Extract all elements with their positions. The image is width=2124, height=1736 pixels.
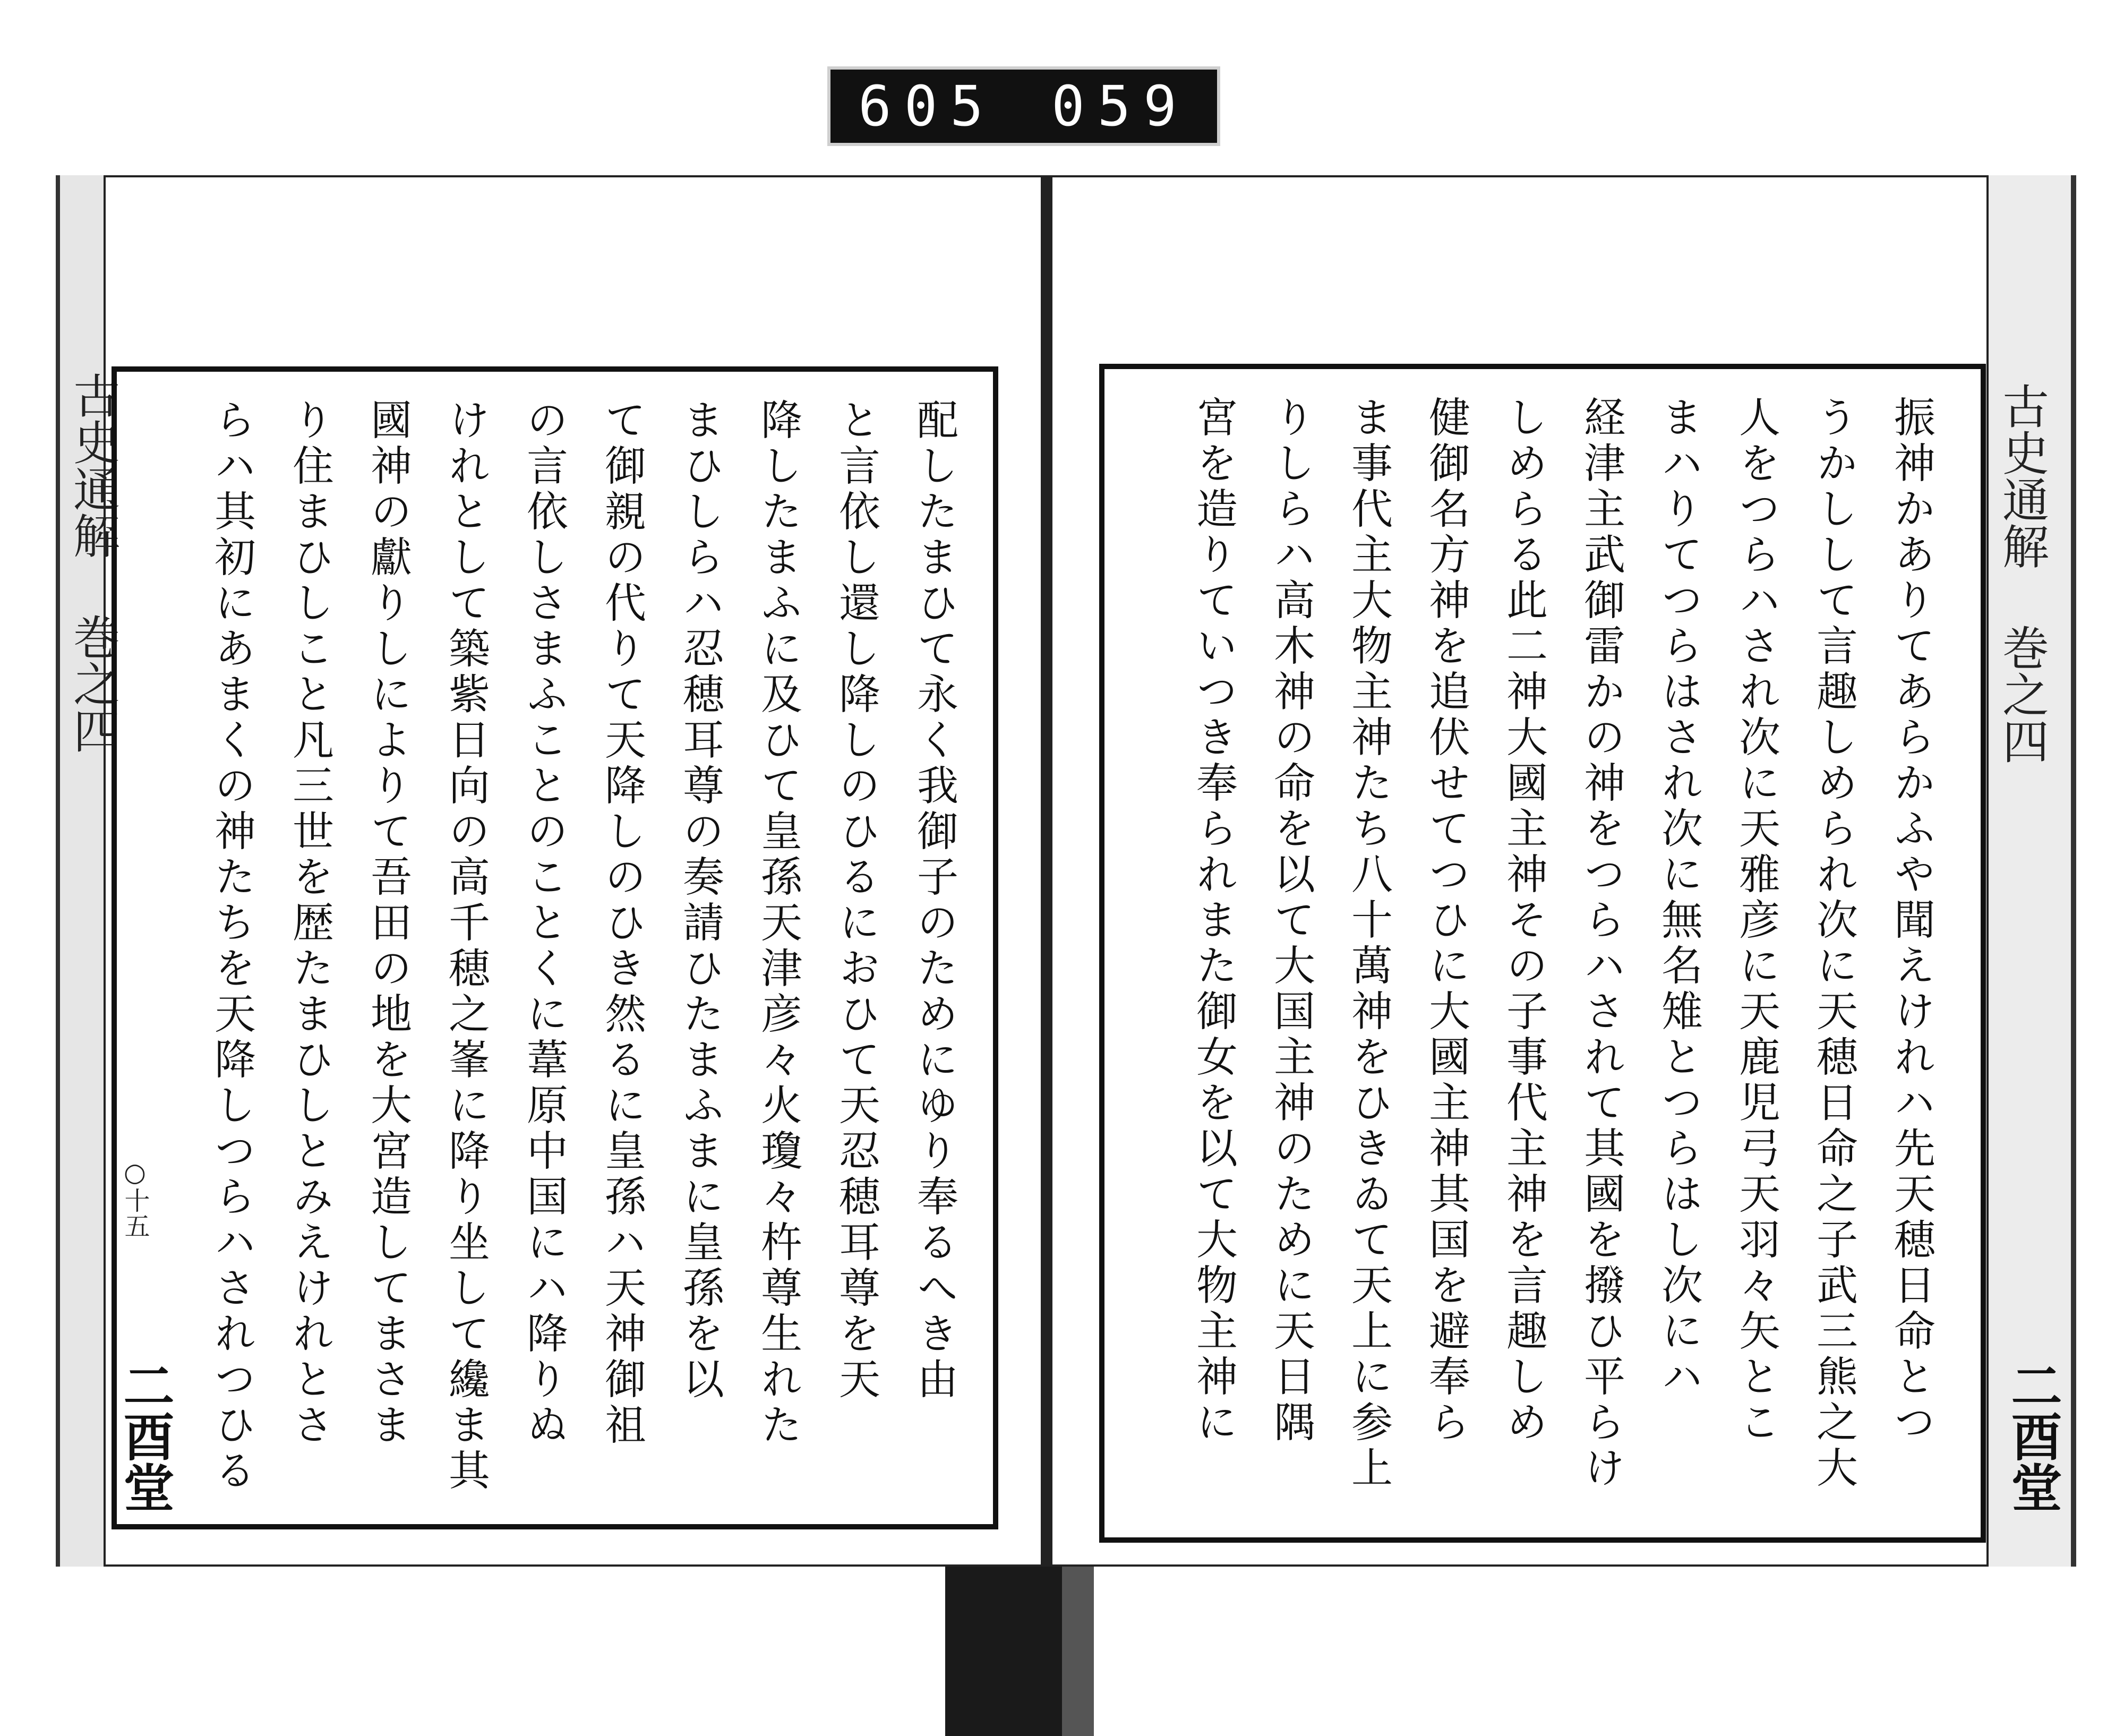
text-column: 経津主武御雷かの神をつらハされて其國を撥ひ平らけ bbox=[1577, 396, 1625, 1492]
left-folio: ○十五 bbox=[120, 1158, 150, 1238]
reel-number: 605 bbox=[858, 74, 996, 139]
text-column: ま事代主大物主神たち八十萬神をひきゐて天上に参上 bbox=[1344, 396, 1392, 1492]
text-column: て御親の代りて天降しのひき然るに皇孫ハ天神御祖 bbox=[598, 398, 646, 1449]
binding-strap-shadow bbox=[1062, 1567, 1094, 1736]
text-column: りしらハ高木神の命を以て大国主神のために天日隅 bbox=[1267, 396, 1315, 1446]
text-column: まひしらハ忍穂耳尊の奏請ひたまふまに皇孫を以 bbox=[676, 398, 724, 1403]
left-margin-title: 古史通解 巻之四 bbox=[66, 372, 121, 754]
text-column: 降したまふに及ひて皇孫天津彦々火瓊々杵尊生れた bbox=[754, 398, 802, 1449]
text-column: らハ其初にあまくの神たちを天降しつらハされつひる bbox=[208, 398, 255, 1494]
right-publisher-mark: 二酉堂 bbox=[2003, 1359, 2063, 1512]
text-column: けれとして築紫日向の高千穂之峯に降り坐して纔ま其 bbox=[442, 398, 490, 1494]
right-margin-title: 古史通解 巻之四 bbox=[1995, 382, 2050, 764]
text-column: り住まひしこと凡三世を歴たまひしとみえけれとさ bbox=[286, 398, 333, 1449]
text-column: 健御名方神を追伏せてつひに大國主神其国を避奉ら bbox=[1422, 396, 1470, 1446]
left-text-block bbox=[112, 366, 998, 1529]
book-gutter bbox=[1041, 175, 1052, 1567]
text-column: と言依し還し降しのひるにおひて天忍穂耳尊を天 bbox=[832, 398, 880, 1403]
text-column: 人をつらハされ次に天雅彦に天鹿児弓天羽々矢とこ bbox=[1732, 396, 1780, 1446]
microfilm-frame-label bbox=[827, 66, 1220, 146]
text-column: の言依しさまふことのことくに葦原中国にハ降りぬ bbox=[520, 398, 568, 1449]
text-column: 振神かありてあらかふや聞えけれハ先天穂日命とつ bbox=[1887, 396, 1935, 1446]
text-column: しめらる此二神大國主神その子事代主神を言趣しめ bbox=[1500, 396, 1547, 1446]
frame-number: 059 bbox=[1051, 74, 1189, 139]
binding-strap bbox=[945, 1567, 1062, 1736]
right-text-block bbox=[1099, 364, 1986, 1543]
text-column: うかしして言趣しめられ次に天穂日命之子武三熊之大 bbox=[1810, 396, 1857, 1492]
text-column: まハりてつらはされ次に無名雉とつらはし次にハ bbox=[1655, 396, 1702, 1400]
left-publisher-mark: 二酉堂 bbox=[115, 1359, 175, 1512]
text-column: 國神の獻りしによりて吾田の地を大宮造してまさま bbox=[364, 398, 412, 1449]
text-column: 配したまひて永く我御子のためにゆり奉るへき由 bbox=[910, 398, 958, 1403]
text-column: 宮を造りていつき奉られまた御女を以て大物主神に bbox=[1189, 396, 1237, 1446]
